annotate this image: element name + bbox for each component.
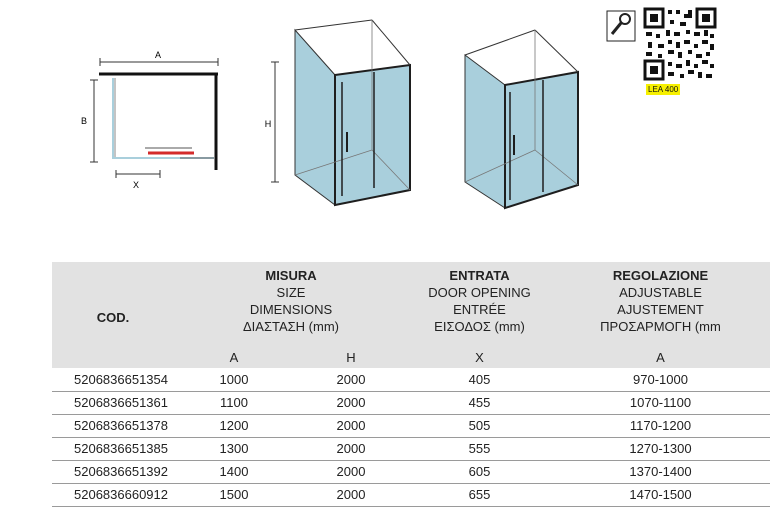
group-subtitle: ΠΡΟΣΑΡΜΟΓΗ (mm — [600, 319, 721, 334]
glass-side-panel — [465, 55, 505, 208]
table-row — [52, 391, 770, 414]
group-subtitle: ΔΙΑΣΤΑΣΗ (mm) — [242, 319, 339, 334]
cell-adjustable: 970-1000 — [551, 368, 770, 391]
group-title: REGOLAZIONE — [612, 268, 709, 283]
cell-code: 5206836651354 — [52, 368, 174, 391]
cell-adjustable: 1470-1500 — [551, 483, 770, 506]
group-subtitle: ΕΙΣΟΔΟΣ (mm) — [434, 319, 525, 334]
label-h: H — [264, 119, 272, 129]
table-row — [52, 414, 770, 437]
specification-table — [52, 262, 770, 507]
col-header-cod: COD. — [52, 262, 174, 368]
cell-a: 1100 — [174, 391, 294, 414]
glass-front-panel — [505, 72, 578, 208]
label-x: X — [132, 180, 140, 190]
cell-h: 2000 — [294, 437, 408, 460]
cell-h: 2000 — [294, 391, 408, 414]
cell-h: 2000 — [294, 368, 408, 391]
col-group-door-opening — [408, 262, 551, 346]
table-row — [52, 483, 770, 506]
cell-adjustable: 1270-1300 — [551, 437, 770, 460]
cell-x: 505 — [408, 414, 551, 437]
cell-adjustable: 1070-1100 — [551, 391, 770, 414]
glass-side-panel — [295, 30, 335, 205]
cell-h: 2000 — [294, 483, 408, 506]
perspective-view-left — [265, 20, 410, 205]
col-group-size — [174, 262, 408, 346]
group-subtitle: ADJUSTABLE — [619, 285, 702, 300]
perspective-view-right — [465, 30, 578, 208]
cell-x: 605 — [408, 460, 551, 483]
group-title: MISURA — [265, 268, 317, 283]
cell-adjustable: 1370-1400 — [551, 460, 770, 483]
label-a: A — [154, 50, 162, 60]
table-row — [52, 368, 770, 391]
cell-a: 1500 — [174, 483, 294, 506]
table-row — [52, 437, 770, 460]
table-row — [52, 460, 770, 483]
wrench-icon — [607, 11, 635, 41]
cell-adjustable: 1170-1200 — [551, 414, 770, 437]
col-header-h: H — [294, 346, 408, 368]
qr-code — [644, 8, 716, 80]
cell-x: 405 — [408, 368, 551, 391]
group-subtitle: AJUSTEMENT — [617, 302, 704, 317]
cell-a: 1400 — [174, 460, 294, 483]
table-header-row — [52, 262, 770, 346]
cell-h: 2000 — [294, 460, 408, 483]
group-subtitle: ENTRÉE — [453, 302, 506, 317]
cell-x: 655 — [408, 483, 551, 506]
cell-a: 1000 — [174, 368, 294, 391]
cell-x: 555 — [408, 437, 551, 460]
col-header-adj-a: A — [551, 346, 770, 368]
cell-code: 5206836660912 — [52, 483, 174, 506]
label-b: B — [80, 116, 88, 126]
group-subtitle: DIMENSIONS — [249, 302, 333, 317]
col-group-adjustable — [551, 262, 770, 346]
cell-code: 5206836651361 — [52, 391, 174, 414]
cell-a: 1300 — [174, 437, 294, 460]
group-subtitle: SIZE — [276, 285, 306, 300]
cell-a: 1200 — [174, 414, 294, 437]
group-subtitle: DOOR OPENING — [428, 285, 531, 300]
col-header-a: A — [174, 346, 294, 368]
cell-x: 455 — [408, 391, 551, 414]
plan-view-diagram — [81, 50, 218, 190]
cell-code: 5206836651385 — [52, 437, 174, 460]
group-title: ENTRATA — [449, 268, 510, 283]
cell-code: 5206836651392 — [52, 460, 174, 483]
model-code-tag: LEA 400 — [648, 85, 679, 94]
col-header-x: X — [408, 346, 551, 368]
cell-h: 2000 — [294, 414, 408, 437]
cell-code: 5206836651378 — [52, 414, 174, 437]
